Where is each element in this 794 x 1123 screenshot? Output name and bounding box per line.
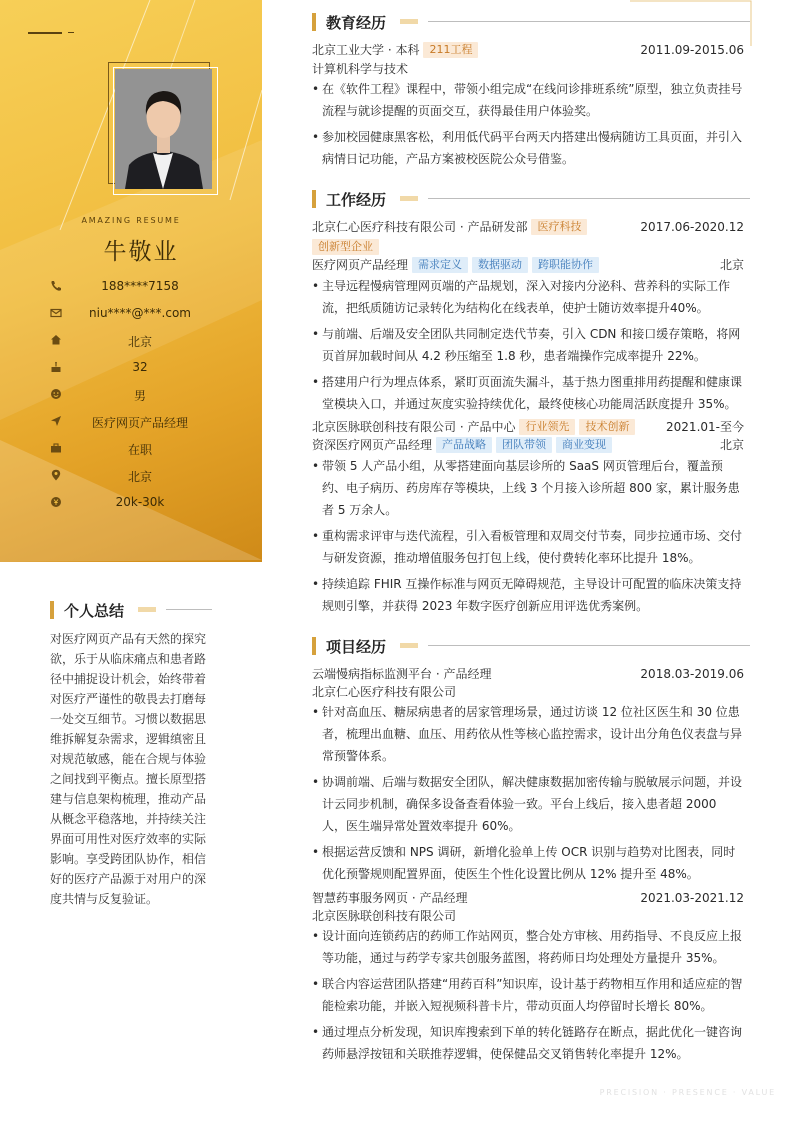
education-pill bbox=[400, 19, 418, 24]
decor-dash bbox=[68, 32, 74, 33]
skill-tag: 数据驱动 bbox=[472, 257, 528, 273]
project-date: 2021.03-2021.12 bbox=[640, 891, 744, 905]
info-gender bbox=[50, 385, 250, 405]
project-org: 北京仁心医疗科技有限公司 bbox=[312, 685, 457, 699]
school-name: 北京工业大学 · 本科 bbox=[312, 43, 420, 57]
decor-line bbox=[28, 32, 62, 34]
projects-accent-bar bbox=[312, 637, 316, 655]
salary-icon bbox=[50, 496, 62, 508]
company-tag: 技术创新 bbox=[579, 419, 635, 435]
info-email bbox=[50, 304, 250, 324]
projects-title: 项目经历 bbox=[326, 638, 387, 656]
job-role: 医疗网页产品经理 bbox=[312, 258, 409, 272]
skill-tag: 跨职能协作 bbox=[532, 257, 599, 273]
gender-icon bbox=[50, 388, 62, 400]
info-age bbox=[50, 358, 250, 378]
work-pill bbox=[400, 196, 418, 201]
phone-icon bbox=[50, 280, 62, 292]
education-accent-bar bbox=[312, 13, 316, 31]
project-title-row bbox=[312, 889, 744, 907]
status-value: 在职 bbox=[127, 443, 152, 457]
job-bullet: • 带领 5 人产品小组，从零搭建面向基层诊所的 SaaS 网页管理后台，覆盖预约、电子病历、药房库存等模块，上线 3 个月接入诊所超 800 家，累计服务患者 5 万余人。 bbox=[312, 459, 740, 517]
photo-outline bbox=[113, 67, 218, 195]
home-value: 北京 bbox=[127, 335, 152, 349]
education-title: 教育经历 bbox=[326, 14, 387, 32]
project-date: 2018.03-2019.06 bbox=[640, 667, 744, 681]
summary-title: 个人总结 bbox=[64, 602, 125, 620]
footer-motto: PRECISION · PRESENCE · VALUE bbox=[599, 1088, 776, 1097]
project-name: 智慧药事服务网页 · 产品经理 bbox=[312, 891, 468, 905]
project-title-row bbox=[312, 665, 744, 683]
projects-pill bbox=[400, 643, 418, 648]
job-bullet: • 搭建用户行为埋点体系，紧盯页面流失漏斗，基于热力图重排用药提醒和健康课堂模块入口，并通过灰度实验持续优化，最终使核心功能周活跃度提升 35%。 bbox=[312, 375, 743, 411]
company-tag: 行业领先 bbox=[519, 419, 575, 435]
job-company: 北京医脉联创科技有限公司 · 产品中心 bbox=[312, 420, 516, 434]
info-phone bbox=[50, 277, 250, 297]
job-date: 2021.01-至今 bbox=[666, 420, 744, 434]
job-role: 资深医疗网页产品经理 bbox=[312, 438, 433, 452]
info-status bbox=[50, 439, 250, 459]
profile-panel bbox=[0, 0, 262, 562]
school-tag: 211工程 bbox=[423, 42, 478, 58]
job-bullet: • 持续追踪 FHIR 互操作标准与网页无障碍规范，主导设计可配置的临床决策支持规则引擎，并获得 2023 年数字医疗创新应用评选优秀案例。 bbox=[312, 577, 742, 613]
skill-tag: 需求定义 bbox=[412, 257, 468, 273]
location-value: 北京 bbox=[127, 470, 152, 484]
company-tag: 创新型企业 bbox=[312, 239, 379, 255]
info-location bbox=[50, 466, 250, 486]
project-name: 云端慢病指标监测平台 · 产品经理 bbox=[312, 667, 492, 681]
job-bullet: • 与前端、后端及安全团队共同制定迭代节奏，引入 CDN 和接口缓存策略，将网页首屏加载时间从 4.2 秒压缩至 1.8 秒，患者端操作完成率提升 22%。 bbox=[312, 327, 741, 363]
education-major: 计算机科学与技术 bbox=[312, 62, 409, 76]
home-icon bbox=[50, 334, 62, 346]
resume-tagline: AMAZING RESUME bbox=[81, 216, 181, 225]
projects-rule bbox=[428, 645, 750, 646]
work-accent-bar bbox=[312, 190, 316, 208]
company-tag: 医疗科技 bbox=[531, 219, 587, 235]
job-role-row bbox=[312, 436, 744, 454]
position-value: 医疗网页产品经理 bbox=[91, 416, 188, 430]
summary-accent-bar bbox=[50, 601, 54, 619]
age-value: 32 bbox=[132, 360, 148, 374]
job-tag-row bbox=[312, 238, 744, 256]
project-bullet: • 针对高血压、糖尿病患者的居家管理场景，通过访谈 12 位社区医生和 30 位患者，梳理出血糖、血压、用药依从性等核心监控需求，设计出分角色仪表盘与异常预警体系。 bbox=[312, 705, 743, 763]
project-bullet: • 通过埋点分析发现，知识库搜索到下单的转化链路存在断点，据此优化一键咨询药师悬浮按钮和关联推荐逻辑，使保健品交叉销售转化率提升 12%。 bbox=[312, 1025, 743, 1061]
cake-icon bbox=[50, 361, 62, 373]
job-bullet: • 主导远程慢病管理网页端的产品规划，深入对接内分泌科、营养科的实际工作流，把纸质随访记录转化为结构化在线表单，使护士随访效率提升40%。 bbox=[312, 279, 731, 315]
project-org: 北京医脉联创科技有限公司 bbox=[312, 909, 457, 923]
job-bullet: • 重构需求评审与迭代流程，引入看板管理和双周交付节奏，同步拉通市场、交付与研发资源，推动增值服务包打包上线，使付费转化率环比提升 18%。 bbox=[312, 529, 743, 565]
project-bullet: • 协调前端、后端与数据安全团队，解决健康数据加密传输与脱敏展示问题，并设计云同步机制，确保多设备查看体验一致。平台上线后，接入患者超 2000 人，医生端异常处置效率提升 60%。 bbox=[312, 775, 743, 833]
summary-text: 对医疗网页产品有天然的探究欲，乐于从临床痛点和患者路径中捕捉设计机会，始终带着对医疗严谨性的敬畏去打磨每一处交互细节。习惯以数据思维拆解复杂需求，逻辑缜密且对规范敏感，能在合规与体验之间找到平衡点。擅长原型搭建与信息架构梳理，推动产品从概念平稳落地，并持续关注界面可用性对医疗效率的实际影响。享受跨团队协作，相信好的医疗产品源于对用户的深度共情与反复验证。 bbox=[50, 632, 207, 906]
briefcase-icon bbox=[50, 442, 62, 454]
job-company: 北京仁心医疗科技有限公司 · 产品研发部 bbox=[312, 220, 528, 234]
location-pin-icon bbox=[50, 469, 62, 481]
info-home bbox=[50, 331, 250, 351]
summary-pill bbox=[138, 607, 156, 612]
info-position bbox=[50, 412, 250, 432]
mail-icon bbox=[50, 307, 62, 319]
job-company-row bbox=[312, 418, 744, 436]
info-salary bbox=[50, 493, 250, 513]
job-city: 北京 bbox=[719, 438, 744, 452]
skill-tag: 商业变现 bbox=[556, 437, 612, 453]
work-rule bbox=[428, 198, 750, 199]
gender-value: 男 bbox=[133, 389, 146, 403]
project-bullet: • 联合内容运营团队搭建“用药百科”知识库，设计基于药物相互作用和适应症的智能检索功能，并嵌入短视频科普卡片，带动页面人均停留时长增长 80%。 bbox=[312, 977, 743, 1013]
skill-tag: 产品战略 bbox=[436, 437, 492, 453]
phone-value: 188****7158 bbox=[101, 279, 179, 293]
skill-tag: 团队带领 bbox=[496, 437, 552, 453]
job-role-row bbox=[312, 256, 744, 274]
education-bullet: • 参加校园健康黑客松，利用低代码平台两天内搭建出慢病随访工具页面，并引入病情日记功能，产品方案被校医院公众号借鉴。 bbox=[312, 130, 743, 166]
send-icon bbox=[50, 415, 62, 427]
job-date: 2017.06-2020.12 bbox=[640, 220, 744, 234]
project-bullet: • 根据运营反馈和 NPS 调研，新增化验单上传 OCR 识别与趋势对比图表，同时优化预警规则配置界面，使医生个性化设置比例从 12% 提升至 48%。 bbox=[312, 845, 736, 881]
job-company-row bbox=[312, 218, 744, 236]
education-rule bbox=[428, 21, 750, 22]
job-city: 北京 bbox=[719, 258, 744, 272]
education-date: 2011.09-2015.06 bbox=[640, 43, 744, 57]
salary-value: 20k-30k bbox=[115, 495, 165, 509]
education-bullet: • 在《软件工程》课程中，带领小组完成“在线问诊排班系统”原型，独立负责挂号流程与就诊提醒的页面交互，获得最佳用户体验奖。 bbox=[312, 82, 743, 118]
work-title: 工作经历 bbox=[326, 191, 387, 209]
summary-rule bbox=[166, 609, 212, 610]
email-value: niu****@***.com bbox=[89, 306, 191, 320]
candidate-name: 牛敬业 bbox=[103, 239, 179, 265]
project-bullet: • 设计面向连锁药店的药师工作站网页，整合处方审核、用药指导、不良反应上报等功能，通过与药学专家共创服务蓝图，将药师日均处理处方量提升 35%。 bbox=[312, 929, 743, 965]
education-school-row bbox=[312, 41, 744, 59]
